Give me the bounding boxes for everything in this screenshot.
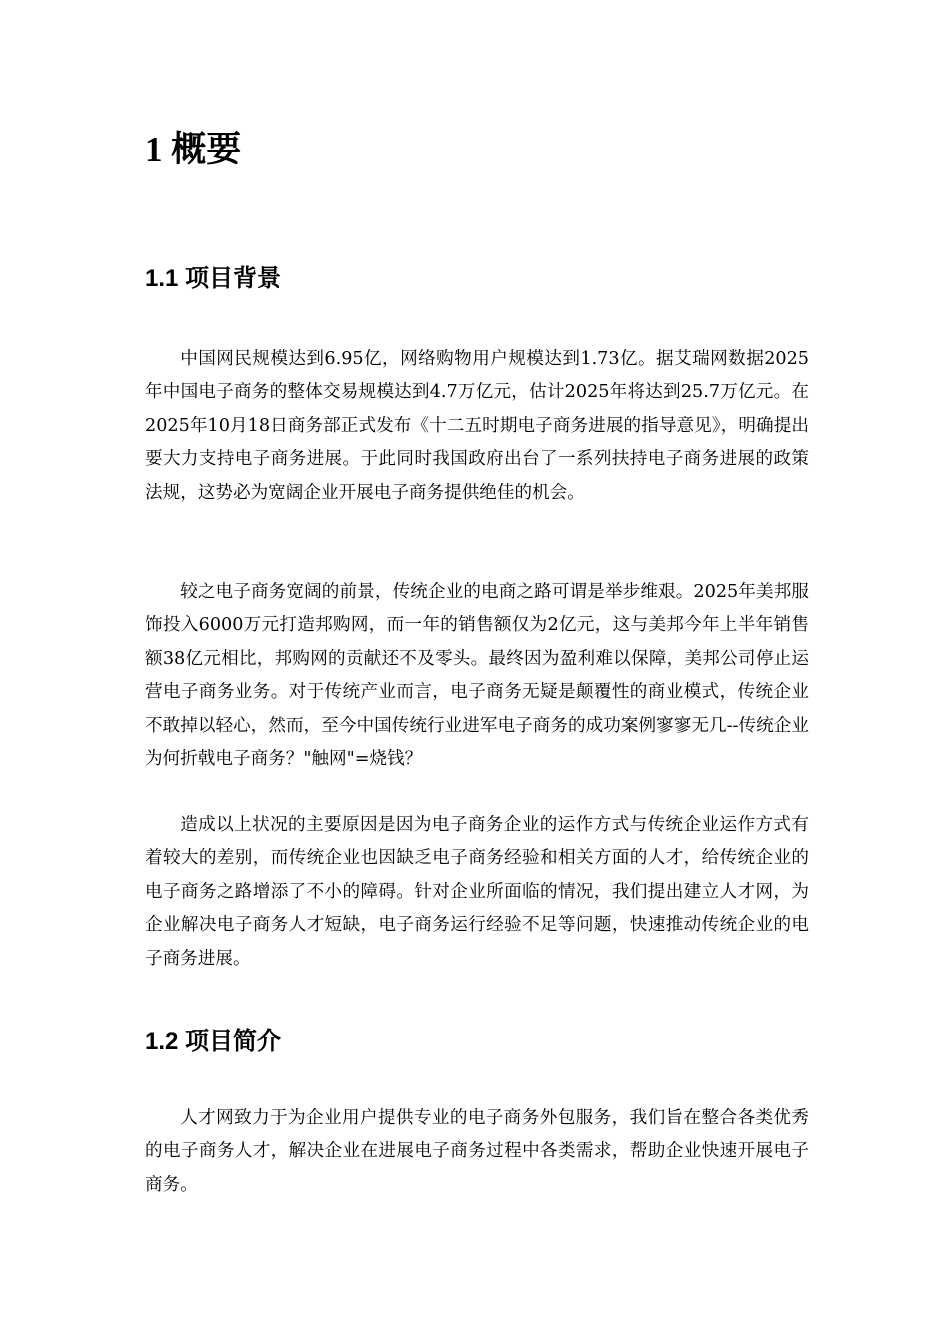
paragraph: 人才网致力于为企业用户提供专业的电子商务外包服务，我们旨在整合各类优秀的电子商务人才，解决企业在进展电子商务过程中各类需求，帮助企业快速开展电子商务。 [145,1108,809,1195]
chapter-title: 1 概要 [145,130,242,169]
section-heading-background: 1.1 项目背景 [145,265,282,292]
paragraph: 造成以上状况的主要原因是因为电子商务企业的运作方式与传统企业运作方式有着较大的差别，而传统企业也因缺乏电子商务经验和相关方面的人才，给传统企业的电子商务之路增添了不小的障碍。针对企业所面临的情况，我们提出建立人才网，为企业解决电子商务人才短缺，电子商务运行经验不足等问题，快速推动传统企业的电子商务进展。 [145,815,809,969]
section-heading-introduction: 1.2 项目简介 [145,1028,282,1055]
paragraph: 较之电子商务宽阔的前景，传统企业的电商之路可谓是举步维艰。2025年美邦服饰投入6000万元打造邦购网，而一年的销售额仅为2亿元，这与美邦今年上半年销售额38亿元相比，邦购网的贡献还不及零头。最终因为盈利难以保障，美邦公司停止运营电子商务业务。对于传统产业而言，电子商务无疑是颠覆性的商业模式，传统企业不敢掉以轻心，然而，至今中国传统行业进军电子商务的成功案例寥寥无几--传统企业为何折戟电子商务？"触网"=烧钱？ [145,582,809,770]
paragraph: 中国网民规模达到6.95亿，网络购物用户规模达到1.73亿。据艾瑞网数据2025年中国电子商务的整体交易规模达到4.7万亿元，估计2025年将达到25.7万亿元。在2025年10月18日商务部正式发布《十二五时期电子商务进展的指导意见》，明确提出要大力支持电子商务进展。于此同时我国政府出台了一系列扶持电子商务进展的政策法规，这势必为宽阔企业开展电子商务提供绝佳的机会。 [145,349,809,503]
